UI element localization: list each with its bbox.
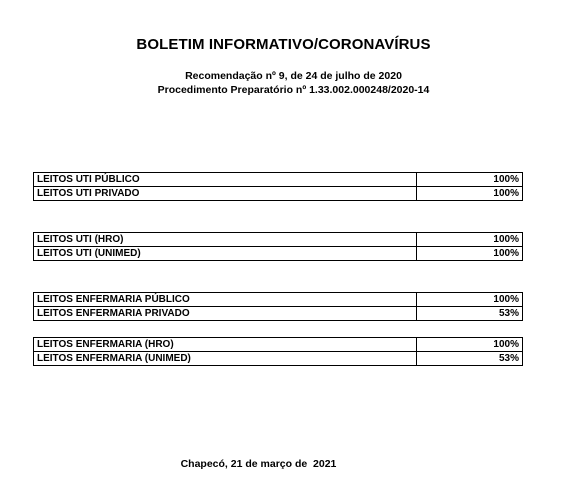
table-row [34, 247, 523, 261]
row-value: 53% [417, 307, 523, 321]
row-label: LEITOS UTI PÚBLICO [34, 173, 417, 187]
row-value: 100% [417, 233, 523, 247]
place-date-footer: Chapecó, 21 de março de 2021 [180, 458, 337, 470]
procedure-subtitle: Procedimento Preparatório nº 1.33.002.000248/2020-14 [157, 84, 430, 96]
uti-public-private-table [33, 172, 523, 201]
enfermaria-hospitals-table [33, 337, 523, 366]
uti-hospitals-table [33, 232, 523, 261]
recommendation-subtitle: Recomendação nº 9, de 24 de julho de 2020 [185, 70, 402, 82]
row-value: 100% [417, 247, 523, 261]
row-label: LEITOS UTI (HRO) [34, 233, 417, 247]
document-title: BOLETIM INFORMATIVO/CORONAVÍRUS [136, 36, 431, 53]
row-label: LEITOS ENFERMARIA (UNIMED) [34, 352, 417, 366]
row-label: LEITOS UTI PRIVADO [34, 187, 417, 201]
row-value: 100% [417, 173, 523, 187]
row-label: LEITOS ENFERMARIA PRIVADO [34, 307, 417, 321]
table-row [34, 187, 523, 201]
table-row [34, 173, 523, 187]
table-row [34, 233, 523, 247]
row-value: 100% [417, 187, 523, 201]
row-value: 100% [417, 338, 523, 352]
row-label: LEITOS ENFERMARIA PÚBLICO [34, 293, 417, 307]
table-row [34, 338, 523, 352]
enfermaria-public-private-table [33, 292, 523, 321]
table-row [34, 352, 523, 366]
row-label: LEITOS UTI (UNIMED) [34, 247, 417, 261]
table-row [34, 293, 523, 307]
row-value: 53% [417, 352, 523, 366]
table-row [34, 307, 523, 321]
row-label: LEITOS ENFERMARIA (HRO) [34, 338, 417, 352]
row-value: 100% [417, 293, 523, 307]
